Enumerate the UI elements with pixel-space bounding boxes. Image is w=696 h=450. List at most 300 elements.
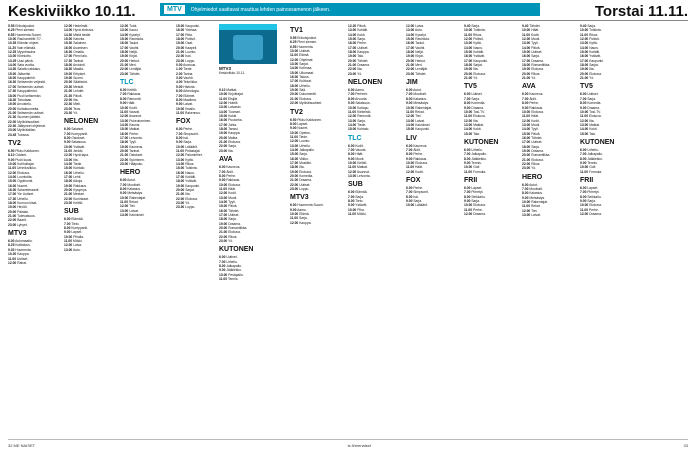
program-time: 19.00 (219, 131, 228, 136)
program-title: Loppu. (299, 187, 310, 191)
program-time: 5.55 (8, 24, 15, 28)
program-title: Ravintola. (129, 37, 144, 42)
program-title: Urheilu. (17, 196, 29, 201)
program-title: Elämän ohjeet. (17, 41, 40, 46)
program-title: Sarja. (531, 54, 540, 59)
program-title: Draama. (587, 105, 600, 110)
program-title: Tosi-TV. (589, 109, 601, 114)
program-time: 7.00 (348, 194, 355, 199)
program-time: 14.00 (580, 127, 589, 132)
program-time: 7.00 (64, 131, 71, 136)
program-time: 17.00 (8, 84, 17, 89)
program-time: 0.00 (176, 63, 183, 68)
program-time: 20.00 (522, 153, 531, 158)
program-title: Opetus. (299, 130, 311, 135)
program-time: 12.00 (348, 169, 357, 174)
program-title: Ilta. (589, 118, 595, 123)
program-title: Sarjat. (185, 188, 195, 193)
program-title: Uutiset. (299, 182, 311, 187)
program-time: 17.00 (580, 58, 589, 63)
program-time: 17.00 (290, 79, 299, 84)
program-title: Historia. (183, 84, 196, 89)
program-time: 17.00 (522, 140, 531, 145)
program-time: 11.00 (580, 207, 589, 212)
program-title: Kalastus. (127, 187, 141, 191)
program-time: 14.00 (290, 66, 299, 71)
program-time: 7.00 (522, 96, 529, 101)
channel-heading: KUTONEN (580, 138, 615, 146)
program-title: Mestari. (73, 192, 85, 197)
program-time: 12.00 (290, 220, 299, 225)
program-time: 6.00 (348, 190, 355, 195)
program-time: 11.00 (120, 200, 129, 205)
program-title: Urheilu. (299, 143, 311, 148)
channel-heading: SUB (64, 208, 79, 216)
program-title: Baarit. (17, 218, 27, 223)
program-time: 9.40 (464, 24, 471, 28)
program-title: Kauneus. (413, 143, 428, 148)
program-time: 6.00 (522, 182, 529, 187)
program-time: 9.00 (580, 199, 587, 203)
channel-heading: TV5 (580, 83, 593, 91)
program-title: Lentäjät. (415, 67, 428, 72)
program-entry (120, 213, 173, 217)
program-title: Rakkaus. (127, 92, 142, 97)
program-title: Omalla. (73, 50, 85, 55)
program-title: Yö. (185, 201, 191, 206)
program-title: Elokuva. (299, 96, 312, 101)
program-time: 10.00 (219, 92, 228, 97)
program-title: Rikos. (228, 234, 238, 239)
ad-image (219, 24, 277, 64)
program-title: Tutkinta. (589, 28, 602, 33)
program-time: 22.00 (120, 67, 129, 72)
program-title: Draama. (531, 58, 544, 63)
program-title: Rakkaus. (226, 178, 241, 183)
program-time: 10.00 (290, 130, 299, 135)
program-time: 11.00 (348, 165, 357, 170)
program-time: 9.00 (406, 156, 413, 161)
program-entry (580, 212, 686, 216)
program-title: Loppu. (185, 58, 196, 63)
program-time: 23.00 (8, 222, 17, 227)
program-title: Rikos. (473, 32, 483, 37)
program-title: Rakkaus. (73, 183, 87, 188)
program-title: Hyvä tapa. (73, 153, 89, 158)
program-time: 19.00 (176, 183, 185, 188)
program-title: Jääkiekko. (587, 156, 603, 161)
channel-heading: LIV (406, 134, 417, 142)
program-time: 20.00 (219, 225, 228, 230)
program-time: 10.00 (580, 109, 589, 114)
program-time: 6.00 (580, 92, 587, 97)
program-title: Kaivokset. (129, 213, 145, 218)
program-time: 21.00 (290, 96, 299, 101)
program-title: Ilta. (73, 97, 79, 102)
program-time: 17.30 (8, 89, 17, 94)
program-title: Elokuva. (589, 71, 602, 76)
program-title: Simpsonit. (183, 131, 199, 136)
program-title: Yö. (473, 76, 479, 81)
program-time: 9.00 (219, 178, 226, 183)
program-time: 23.00 (176, 201, 185, 206)
program-title: Suomi. (73, 76, 84, 81)
program-title: Romantiikka. (531, 153, 551, 158)
program-title: Tennis. (471, 160, 482, 165)
program-title: Laiva. (73, 243, 82, 248)
program-title: Kotiäiti. (589, 50, 600, 55)
program-time: 8.00 (522, 191, 529, 196)
channel-heading: TV1 (290, 27, 303, 34)
program-time: 18.00 (522, 63, 531, 68)
program-time: 15.00 (120, 37, 129, 42)
program-entry (64, 248, 117, 252)
program-time: 21.30 (64, 93, 73, 98)
program-title: Elokuva. (473, 71, 486, 76)
program-time: 21.30 (8, 115, 17, 120)
program-time: 13.00 (120, 118, 129, 123)
program-title: Seitsemän veljestä. (17, 80, 46, 85)
program-title: Rakentajat. (415, 105, 432, 110)
program-title: Aamu. (297, 207, 307, 212)
program-title: Arkeologia. (183, 89, 200, 94)
program-title: Draama. (471, 105, 484, 110)
program-time: 19.00 (522, 148, 531, 153)
program-time: 18.00 (176, 37, 185, 42)
program-title: Formula. (589, 169, 603, 174)
program-title: Kaupunki. (185, 24, 200, 28)
program-title: Sarjat. (473, 63, 483, 68)
program-title: Rekat. (415, 109, 425, 114)
program-time: 16.00 (176, 28, 185, 33)
program-title: Seitsemän uutiset. (17, 110, 45, 115)
program-title: Sarja. (471, 199, 480, 203)
program-time: 16.30 (64, 50, 73, 55)
schedule-column (176, 24, 216, 436)
program-time: 7.00 (580, 96, 587, 101)
program-time: 16.00 (120, 131, 129, 136)
program-time: 18.00 (580, 63, 589, 68)
program-time: 6.55 (290, 44, 297, 49)
program-title: Erikoisjoukot. (15, 24, 35, 28)
program-title: Perhe. (357, 41, 367, 46)
program-title: Kaapeli. (185, 45, 198, 50)
program-time: 8.00 (348, 199, 355, 203)
channel-heading: TLC (120, 79, 134, 87)
program-time: 5.55 (290, 36, 297, 40)
program-time: 8.00 (580, 101, 587, 106)
program-time: 21.00 (64, 89, 73, 94)
program-title: Nauru. (185, 170, 196, 175)
program-time: 10.00 (406, 160, 415, 165)
program-title: Tähdet. (228, 208, 240, 213)
program-title: Keittiö. (73, 201, 84, 206)
program-title: Palomiehet. (185, 153, 203, 158)
program-title: Ilta. (589, 67, 595, 72)
program-title: Piirretyt. (587, 190, 600, 195)
channel-heading: KUTONEN (464, 138, 499, 146)
program-time: 6.00 (176, 127, 183, 132)
program-title: Moottorit. (529, 187, 544, 191)
program-time: 21.00 (120, 63, 129, 68)
program-time: 6.00 (290, 203, 297, 208)
program-title: Lentäjät. (129, 67, 142, 72)
program-time: 9.10 (219, 88, 226, 92)
program-time: 12.00 (120, 114, 129, 119)
program-title: Tiet. (531, 208, 538, 213)
program-title: Myöhäisuutiset. (17, 119, 41, 124)
program-time: 14.00 (580, 45, 589, 50)
program-title: Moottorit. (413, 92, 428, 97)
program-entry (64, 111, 117, 115)
header-divider (8, 20, 688, 21)
program-title: Sarja. (183, 140, 192, 145)
program-title: Kaupunki. (415, 127, 430, 132)
program-time: 7.00 (219, 169, 226, 174)
program-title: Keittiö. (127, 88, 138, 93)
program-time: 11.00 (406, 109, 415, 114)
program-time: 8.25 (8, 243, 15, 248)
program-title: Simpsonit. (413, 190, 429, 195)
page-footer (8, 443, 688, 448)
program-title: Mistä tiedät. (73, 32, 91, 37)
program-title: Dokumentti. (299, 92, 317, 97)
program-title: Vauvat. (129, 109, 140, 114)
channel-heading: FOX (176, 118, 191, 126)
program-title: Metsästys. (127, 191, 144, 196)
program-title: Kodit. (228, 191, 237, 196)
program-time: 9.00 (290, 126, 297, 131)
program-time: 6.00 (176, 89, 183, 94)
program-time: 14.00 (406, 32, 415, 37)
program-title: Uutiset. (226, 255, 238, 260)
program-time: 8.00 (580, 156, 587, 161)
program-entry (348, 174, 401, 178)
program-time: 7.00 (464, 190, 471, 195)
program-title: Laivat. (183, 102, 194, 107)
program-time: 14.00 (219, 199, 228, 204)
program-title: Sää. (299, 88, 306, 93)
program-time: 16.00 (464, 54, 473, 59)
program-title: Salaisuus. (355, 101, 371, 106)
program-time: 12.00 (464, 212, 473, 217)
page-title-right: Torstai 11.11. (594, 3, 688, 20)
program-title: Seikkailu. (471, 194, 486, 199)
program-title: Elokuva. (415, 160, 428, 165)
program-title: Kumppanit. (71, 226, 89, 231)
program-title: Rakennus. (185, 110, 201, 115)
program-title: Jenkki. (73, 148, 84, 153)
program-time: 11.00 (176, 148, 185, 153)
program-title: Draama. (531, 148, 544, 153)
page-title-left: Keskiviikko 10.11. (8, 3, 136, 20)
program-title: Avaruus. (183, 63, 197, 68)
program-time: 6.00 (406, 88, 413, 93)
program-time: 10.00 (464, 203, 473, 208)
program-title: Uutiset. (531, 140, 543, 145)
channel-heading: MTV3 (8, 230, 27, 238)
program-time: 7.00 (464, 96, 471, 101)
program-time: 21.00 (219, 140, 228, 145)
program-time: 12.00 (522, 208, 531, 213)
program-title: Kiinniotto. (17, 54, 32, 59)
program-time: 19.00 (219, 221, 228, 226)
program-time: 11.00 (8, 256, 17, 261)
program-time: 20.00 (64, 188, 73, 193)
program-time: 9.00 (348, 156, 355, 161)
program-title: Häät. (355, 152, 364, 157)
program-title: Matkat. (226, 88, 238, 92)
program-time: 10.00 (406, 105, 415, 110)
program-title: Rauhaneliitti 7/7. (17, 37, 42, 42)
program-title: Kokit. (589, 127, 598, 132)
program-time: 9.00 (64, 140, 71, 145)
program-time: 6.00 (348, 143, 355, 148)
program-title: Kodit. (415, 169, 424, 174)
program-time: 21.00 (464, 76, 473, 81)
program-time: 13.00 (290, 62, 299, 67)
program-entry (464, 132, 517, 136)
program-title: Sarja. (587, 199, 596, 203)
program-time: 21.00 (348, 63, 357, 68)
program-time: 17.00 (219, 122, 228, 127)
program-title: Perhe. (183, 127, 194, 132)
program-time: 6.00 (120, 88, 127, 93)
program-time: 12.00 (406, 169, 415, 174)
program-time: 11.00 (290, 134, 299, 139)
program-time: 7.00 (176, 131, 183, 136)
program-time: 6.00 (8, 239, 15, 244)
program-time: 16.00 (290, 75, 299, 80)
program-time: 14.00 (64, 28, 73, 33)
program-title: Romantiikka. (531, 63, 551, 68)
program-title: Kauppatiedot. (17, 89, 38, 94)
program-time: 19.00 (176, 41, 185, 46)
program-time: 10.00 (219, 182, 228, 187)
program-title: Rekat. (129, 200, 139, 205)
program-time: 15.00 (348, 37, 357, 42)
program-title: Taulut. (415, 41, 425, 46)
program-time: 18.00 (406, 50, 415, 55)
program-title: Kyttä. (473, 41, 482, 46)
program-time: 11.00 (8, 166, 17, 171)
program-title: Seitsemän uutiset. (17, 84, 45, 89)
program-title: Asunnot. (357, 169, 371, 174)
program-time: 11.00 (64, 148, 73, 153)
channel-heading: HERO (522, 173, 543, 181)
program-title: Kyttä. (185, 157, 194, 162)
program-time: 14.30 (64, 32, 73, 37)
program-time: 22.00 (290, 101, 299, 106)
program-title: Perhe. (413, 152, 424, 157)
program-title: Sarja. (299, 216, 308, 221)
program-time: 19.00 (580, 67, 589, 72)
program-title: Tiede. (298, 134, 308, 139)
program-time: 21.00 (522, 157, 531, 162)
program-time: 6.00 (580, 185, 587, 190)
program-time: 13.00 (176, 157, 185, 162)
program-title: Jalkapallo. (226, 264, 242, 269)
program-time: 14.00 (464, 127, 473, 132)
program-time: 22.00 (176, 54, 185, 59)
channel-heading: TV5 (464, 83, 477, 91)
program-title: Tiede. (73, 161, 83, 166)
program-time: 9.00 (522, 195, 529, 200)
program-title: Elokuva. (228, 140, 241, 145)
program-time: 10.00 (464, 28, 473, 33)
program-title: Meri. (415, 63, 423, 68)
program-time: 23.00 (120, 71, 129, 76)
program-title: Tiede. (183, 67, 193, 72)
program-title: Sarja. (587, 96, 596, 101)
program-time: 20.00 (120, 148, 129, 153)
program-time: 22.00 (290, 182, 299, 187)
program-title: Lapset. (471, 185, 483, 190)
program-time: 18.00 (8, 93, 17, 98)
program-time: 13.00 (120, 28, 129, 33)
schedule-column (290, 24, 343, 436)
program-title: Sarja. (587, 24, 596, 28)
program-title: Teos. (73, 106, 82, 111)
program-title: Kiinteistö. (357, 109, 372, 114)
program-title: Mieli. (73, 102, 81, 107)
program-time: 22.00 (8, 119, 17, 124)
channel-heading: TV2 (8, 139, 21, 147)
program-time: 11.00 (580, 169, 589, 174)
channel-heading: KUTONEN (219, 246, 254, 254)
schedule-column (580, 24, 686, 436)
program-title: Matkat. (129, 127, 140, 132)
program-time: 5.00 (176, 84, 183, 89)
program-title: Perhe. (413, 185, 424, 190)
program-title: Tulevaisuus. (17, 214, 36, 219)
program-title: Tennis. (587, 160, 598, 165)
program-title: Elokuva. (531, 157, 544, 162)
program-title: Kodit. (531, 118, 540, 123)
program-title: Ostokset. (71, 135, 86, 140)
program-title: Matkat. (473, 122, 484, 127)
program-title: Kausi. (129, 28, 139, 33)
program-title: Perhe. (473, 207, 483, 212)
program-title: Myöhäisuutiset. (299, 101, 323, 106)
program-title: Ostokset. (129, 153, 144, 158)
program-title: Huomenta. (15, 247, 32, 252)
program-title: Yle Uutiset. (17, 192, 34, 197)
program-time: 9.00 (580, 105, 587, 110)
program-title: Tiede. (357, 122, 367, 127)
program-time: 20.00 (464, 71, 473, 76)
program-time: 11.00 (464, 207, 473, 212)
program-time: 14.00 (64, 161, 73, 166)
program-time: 15.00 (176, 24, 185, 28)
program-time: 8.00 (64, 135, 71, 140)
program-entry (219, 277, 277, 281)
program-title: Perhe. (129, 131, 139, 136)
program-title: Arvonta. (355, 96, 368, 101)
program-title: Talo. (589, 131, 597, 136)
program-time: 18.30 (64, 67, 73, 72)
program-title: Päivä. (357, 24, 367, 28)
program-time: 6.00 (406, 143, 413, 148)
program-time: 7.00 (464, 152, 471, 157)
program-title: Kodit. (355, 143, 364, 148)
program-time: 13.00 (464, 122, 473, 127)
program-time: 9.00 (219, 268, 226, 273)
program-time: 8.00 (176, 135, 183, 140)
program-title: Häät. (127, 101, 136, 106)
program-time: 18.30 (8, 97, 17, 102)
program-title: Jalkapallo. (587, 152, 603, 157)
